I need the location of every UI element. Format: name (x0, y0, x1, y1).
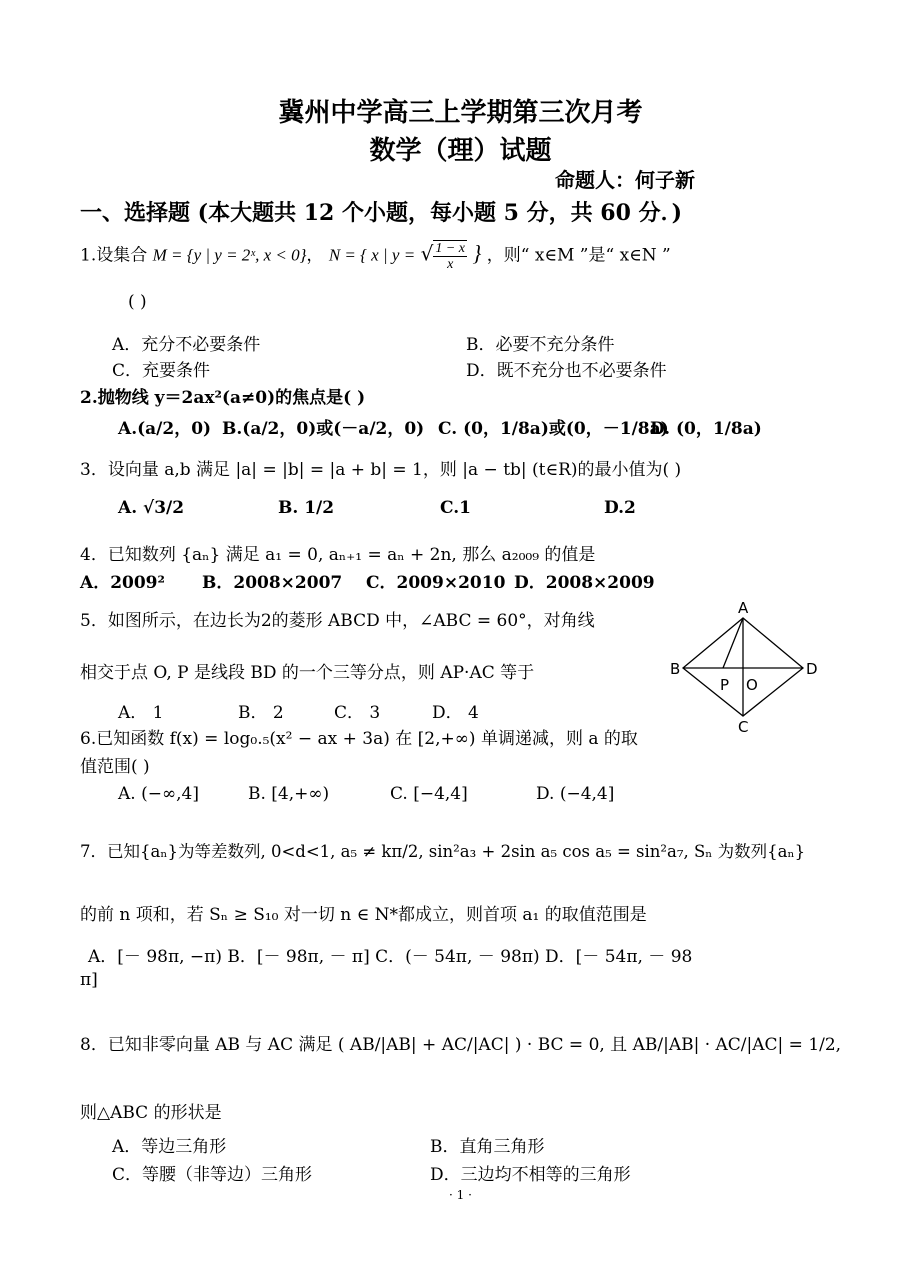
q1-set-m: M = {y | y = 2ˣ, x < 0} (152, 245, 307, 265)
q4-option-c: C．2009×2010 (366, 573, 506, 593)
q6-line2: 值范围( ) (80, 757, 150, 777)
q6-line1: 6.已知函数 f(x) = log₀.₅(x² − ax + 3a) 在 [2,+∞) 单调递减，则 a 的取 (80, 729, 638, 749)
q1-option-c: C．充要条件 (112, 361, 211, 381)
q1-fraction (433, 240, 467, 272)
q3-option-a: A. √3/2 (118, 498, 185, 518)
label-d: D (806, 660, 818, 678)
q1-option-b: B．必要不充分条件 (466, 335, 615, 355)
q5-option-d: D． 4 (432, 703, 479, 723)
q6-option-a: A. (−∞,4] (118, 784, 199, 804)
q1-label: 1.设集合 (80, 245, 148, 266)
q3-stem: 3．设向量 a,b 满足 |a| = |b| = |a + b| = 1，则 |a − tb| (t∈R)的最小值为( ) (80, 460, 682, 480)
rhombus-figure (660, 598, 830, 738)
q5-option-c: C． 3 (334, 703, 381, 723)
q1-answer-paren: ( ) (128, 292, 147, 312)
q8-option-d: D．三边均不相等的三角形 (430, 1165, 631, 1185)
q7-options-wrap: π] (80, 970, 98, 990)
q5-option-b: B． 2 (238, 703, 284, 723)
q1-option-a: A．充分不必要条件 (112, 335, 261, 355)
q2-option-c: C. (0，1/8a)或(0，－1/8a) (438, 419, 669, 439)
q7-line2: 的前 n 项和，若 Sₙ ≥ S₁₀ 对一切 n ∈ N*都成立，则首项 a₁ 的取值范围是 (80, 905, 647, 925)
q2-option-b: B.(a/2，0)或(－a/2，0) (222, 419, 425, 439)
q6-option-d: D. (−4,4] (536, 784, 615, 804)
q8-option-b: B．直角三角形 (430, 1137, 545, 1157)
q5-line1: 5．如图所示，在边长为2的菱形 ABCD 中，∠ABC = 60°，对角线 (80, 611, 595, 631)
q1-option-d: D．既不充分也不必要条件 (466, 361, 667, 381)
q4-stem: 4．已知数列 {aₙ} 满足 a₁ = 0, aₙ₊₁ = aₙ + 2n, 那么 a₂₀₀₉ 的值是 (80, 545, 596, 565)
exam-subtitle: 数学（理）试题 (369, 136, 552, 166)
label-a: A (738, 599, 749, 617)
q8-line2: 则△ABC 的形状是 (80, 1103, 222, 1123)
q8-line1: 8．已知非零向量 AB 与 AC 满足 ( AB/|AB| + AC/|AC| ) · BC = 0, 且 AB/|AB| · AC/|AC| = 1/2, (80, 1035, 842, 1055)
q4-option-b: B．2008×2007 (202, 573, 343, 593)
exam-title: 冀州中学高三上学期第三次月考 (278, 98, 643, 128)
q4-option-a: A．2009² (80, 573, 165, 593)
label-c: C (738, 718, 749, 736)
page-number: · 1 · (449, 1188, 472, 1202)
q4-option-d: D．2008×2009 (514, 573, 655, 593)
q6-option-c: C. [−4,4] (390, 784, 468, 804)
q3-option-c: C.1 (440, 498, 471, 518)
section-heading: 一、选择题 (本大题共 12 个小题，每小题 5 分，共 60 分．) (80, 200, 682, 226)
q3-option-b: B. 1/2 (278, 498, 335, 518)
q1-set-n: N = { x | y = (328, 245, 416, 265)
q8-option-c: C．等腰（非等边）三角形 (112, 1165, 313, 1185)
author-line: 命题人：何子新 (555, 168, 695, 192)
q1-stem-rest: ，则“ x∈M ”是“ x∈N ” (486, 245, 671, 266)
q1-stem: 1.设集合 M = {y | y = 2ˣ, x < 0}， N = { x | y = √ $\frac{1 - x}{x}$ } ，则“ x∈M ”是“ x∈N ” (80, 240, 671, 272)
q2-option-a: A.(a/2，0) (118, 419, 212, 439)
q1-frac-num: 1 − x (435, 241, 466, 256)
label-b: B (670, 660, 681, 678)
q2-stem: 2.抛物线 y＝2ax²(a≠0)的焦点是( ) (80, 388, 366, 408)
q5-option-a: A． 1 (118, 703, 164, 723)
label-o: O (746, 676, 758, 694)
q3-option-d: D.2 (604, 498, 636, 518)
q8-option-a: A．等边三角形 (112, 1137, 227, 1157)
label-p: P (720, 676, 730, 694)
q2-option-d: D. (0，1/8a) (650, 419, 762, 439)
q7-line1: 7．已知{aₙ}为等差数列, 0<d<1, a₅ ≠ kπ/2, sin²a₃ + 2sin a₅ cos a₅ = sin²a₇, Sₙ 为数列{aₙ} (80, 842, 806, 861)
q1-frac-den: x (447, 257, 454, 272)
q5-line2: 相交于点 O, P 是线段 BD 的一个三等分点，则 AP·AC 等于 (80, 663, 535, 683)
q7-options: A．[－ 98π, −π) B．[－ 98π, － π] C．(－ 54π, － 98π) D．[－ 54π, － 98 (88, 947, 693, 967)
q6-option-b: B. [4,+∞) (248, 784, 330, 804)
